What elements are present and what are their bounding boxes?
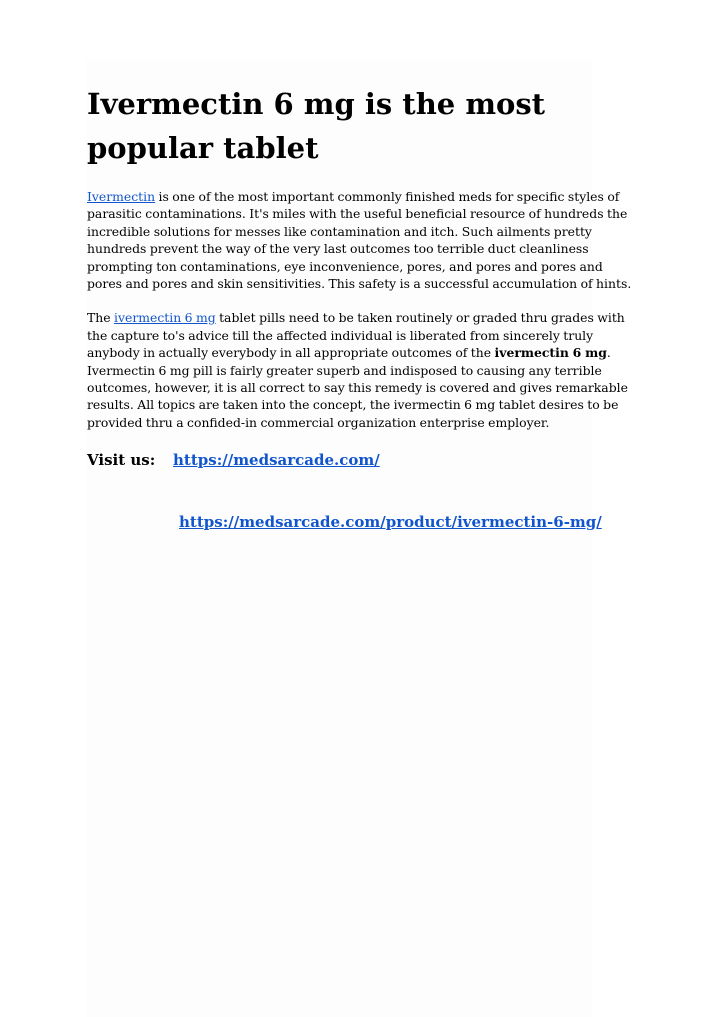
dosage-text-a: tablet pills need to be taken routinely or graded thru grades with the capture to's advice till the affected individual is liberated from sincerely truly anybody in actually everybody in all appropriate outcomes of the (87, 310, 625, 361)
homepage-link[interactable]: https://medsarcade.com/ (173, 451, 380, 469)
intro-paragraph (87, 188, 639, 292)
page-title: Ivermectin 6 mg is the most popular tablet (87, 87, 546, 165)
dosage-lead: The (87, 310, 115, 326)
dosage-bold: ivermectin 6 mg (494, 345, 607, 361)
visit-label: Visit us: (87, 451, 156, 469)
dosage-text-b: . Ivermectin 6 mg pill is fairly greater superb and indisposed to causing any terrible outcomes, however, it is all correct to say this remedy is covered and gives remarkable results. All topics are taken into the concept, the ivermectin 6 mg tablet desires to be provided thru a confided-in commercial organization enterprise employer. (87, 345, 628, 430)
document-body (87, 82, 639, 448)
product-link[interactable]: https://medsarcade.com/product/ivermectin-6-mg/ (179, 513, 602, 531)
dosage-paragraph (87, 309, 639, 431)
ivermectin-6mg-link[interactable]: ivermectin 6 mg (114, 310, 216, 326)
intro-text: is one of the most important commonly finished meds for specific styles of parasitic contaminations. It's miles with the useful beneficial resource of hundreds the incredible solutions for messes like contamination and itch. Such ailments pretty hundreds prevent the way of the very last outcomes too terrible duct cleanliness prompting ton contaminations, eye inconvenience, pores, and pores and pores and pores and pores and skin sensitivities. This safety is a successful accumulation of hints. (87, 189, 632, 292)
ivermectin-link[interactable]: Ivermectin (87, 189, 156, 204)
